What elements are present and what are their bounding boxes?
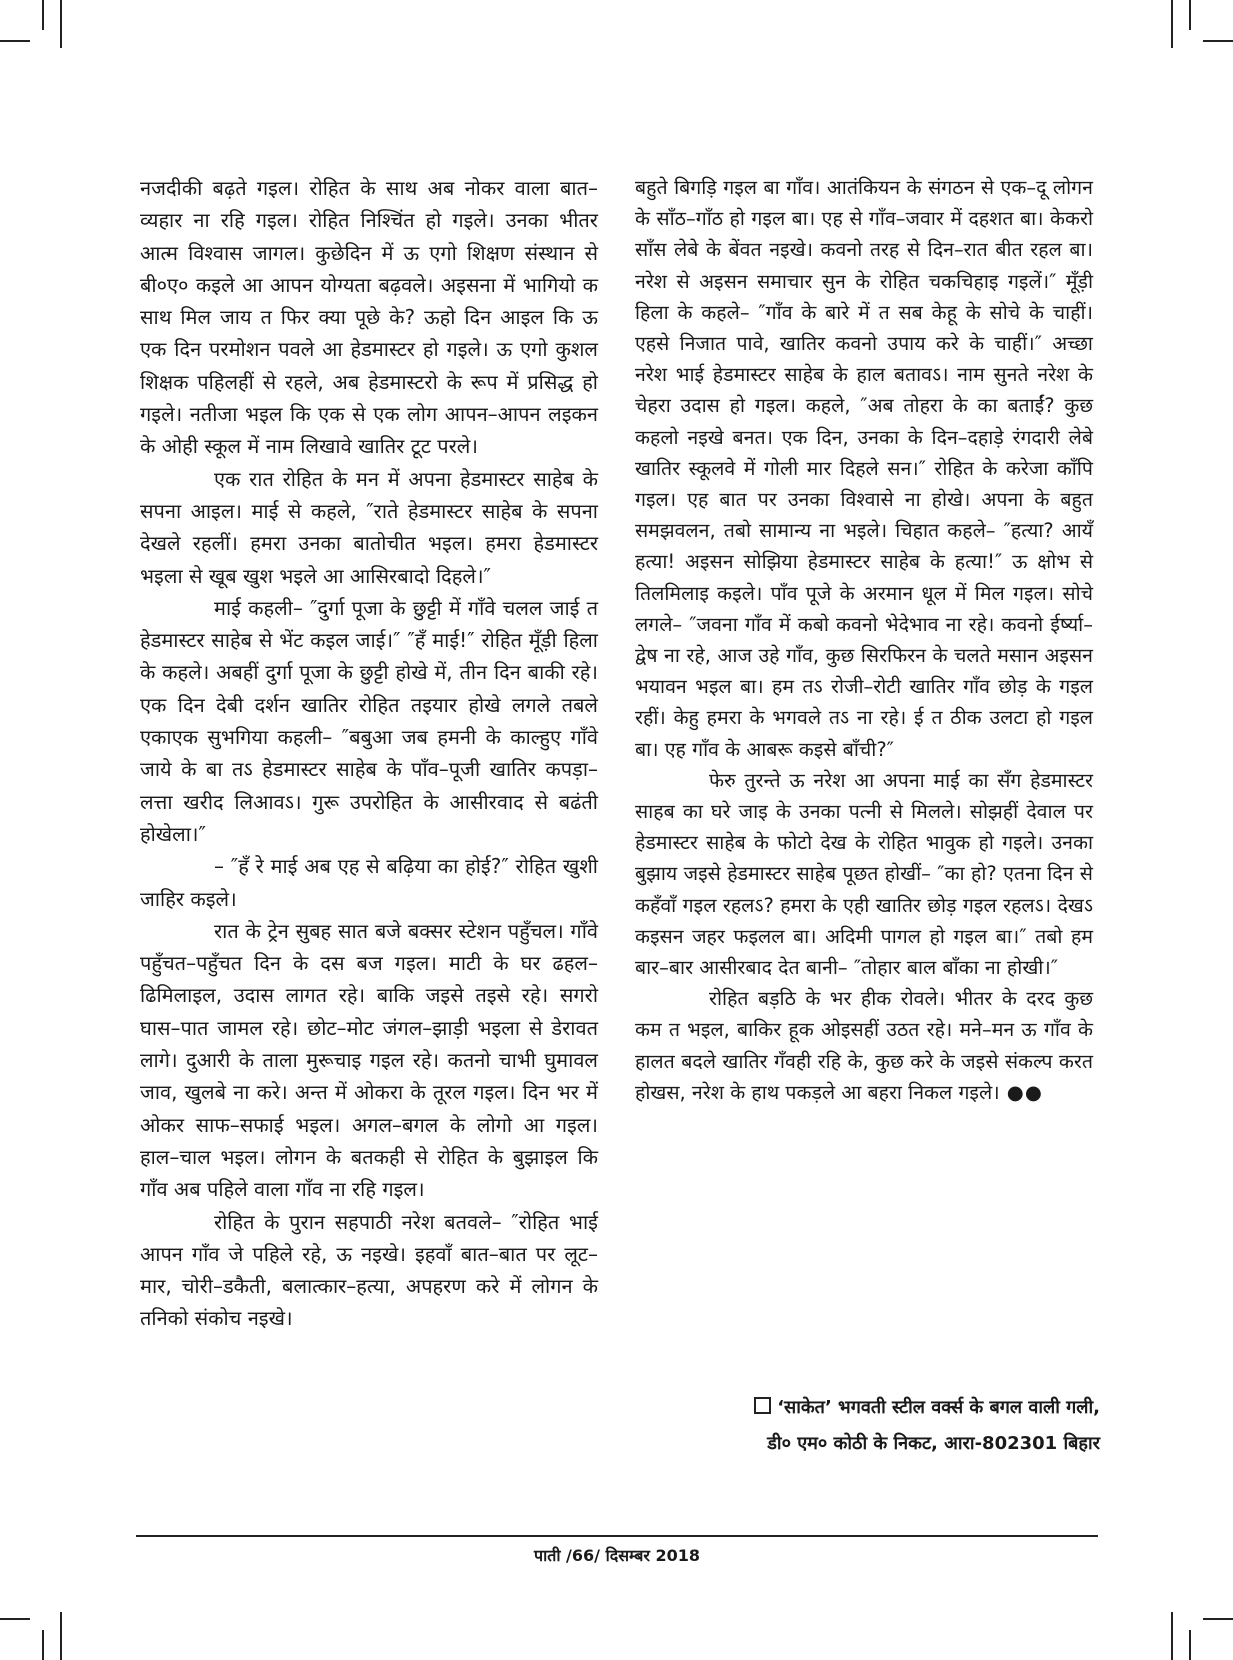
crop-mark (1203, 1618, 1233, 1620)
left-paragraph: नजदीकी बढ़ते गइल। रोहित के साथ अब नोकर वाला बात–व्यहार ना रहि गइल। रोहित निश्चिंत हो गइले। उनका भीतर आत्म विश्वास जागल। कुछेदिन में ऊ एगो शिक्षण संस्थान से बी०ए० कइले आ आपन योग्यता बढ़वले। अइसना में भागियो क साथ मिल जाय त फिर क्या पूछे के? ऊहो दिन आइल कि ऊ एक दिन परमोशन पवले आ हेडमास्टर हो गइले। ऊ एगो कुशल शिक्षक पहिलहीं से रहले, अब हेडमास्टरो के रूप में प्रसिद्ध हो गइले। नतीजा भइल कि एक से एक लोग आपन–आपन लइकन के ओही स्कूल में नाम लिखावे खातिर टूट परले। (140, 176, 598, 459)
left-paragraph: – ″हँ रे माई अब एह से बढ़िया का होई?″ रोहित खुशी जाहिर कइले। (140, 854, 598, 911)
right-paragraph: बहुते बिगड़ि गइल बा गाँव। आतंकियन के संगठन से एक–दू लोगन के साँठ–गाँठ हो गइल बा। एह से गाँव–जवार में दहशत बा। केकरो साँस लेबे के बेंवत नइखे। कवनो तरह से दिन–रात बीत रहल बा। नरेश से अइसन समाचार सुन के रोहित चकचिहाइ गइलें।″ मूँड़ी हिला के कहले– ″गाँव के बारे में त सब केहू के सोचे के चाहीं। एहसे निजात पावे, खातिर कवनो उपाय करे के चाहीं।″ अच्छा नरेश भाई हेडमास्टर साहेब के हाल बतावऽ। नाम सुनते नरेश के चेहरा उदास हो गइल। कहले, ″अब तोहरा के का बताईं? कुछ कहलो नइखे बनत। एक दिन, उनका के दिन–दहाड़े रंगदारी लेबे खातिर स्कूलवे में गोली मार दिहले सन।″ रोहित के करेजा काँपि गइल। एह बात पर उनका विश्वासे ना होखे। अपना के बहुत समझवलन, तबो सामान्य ना भइले। चिहात कहले– ″हत्या? आयँ हत्या! अइसन सोझिया हेडमास्टर साहेब के हत्या!″ ऊ क्षोभ से तिलमिलाइ कइले। पाँव पूजे के अरमान धूल में मिल गइल। सोचे लगले– ″जवना गाँव में कबो कवनो भेदेभाव ना रहे। कवनो ईर्ष्या–द्वेष ना रहे, आज उहे गाँव, कुछ सिरफिरन के चलते मसान अइसन भयावन भइल बा। हम तऽ रोजी–रोटी खातिर गाँव छोड़ के गइल रहीं। केहु हमरा के भगवले तऽ ना रहे। ई त ठीक उलटा हो गइल बा। एह गाँव के आबरू कइसे बाँची?″ (635, 176, 1093, 761)
end-mark-icon: ●● (999, 1080, 1043, 1104)
crop-mark (1203, 40, 1233, 42)
crop-mark (0, 40, 30, 42)
left-paragraph: माई कहली– ″दुर्गा पूजा के छुट्टी में गाँवे चलल जाई त हेडमास्टर साहेब से भेंट कइल जाई।″ ″हँ माई!″ रोहित मूँड़ी हिला के कहले। अबहीं दुर्गा पूजा के छुट्टी होखे में, तीन दिन बाकी रहे। एक दिन देबी दर्शन खातिर रोहित तइयार होखे लगले तबले एकाएक सुभगिया कहली– ″बबुआ जब हमनी के काल्हुए गाँवे जाये के बा तऽ हेडमास्टर साहेब के पाँव–पूजी खातिर कपड़ा–लत्ता खरीद लिआवऽ। गुरू उपरोहित के आसीरवाद से बढंती होखेला।″ (140, 595, 598, 846)
crop-mark (1189, 0, 1191, 30)
address-line-2: डी० एम० कोठी के निकट, आरा-802301 बिहार (767, 1433, 1100, 1454)
checkbox-square-icon (754, 1397, 771, 1414)
left-paragraph: रोहित के पुरान सहपाठी नरेश बतवले– ″रोहित भाई आपन गाँव जे पहिले रहे, ऊ नइखे। इहवाँ बात–बात पर लूट–मार, चोरी–डकैती, बलात्कार–हत्या, अपहरण करे में लोगन के तनिको संकोच नइखे। (140, 1209, 598, 1331)
crop-mark (0, 1618, 30, 1620)
page-footer: पाती /66/ दिसम्बर 2018 (533, 1546, 701, 1565)
left-paragraph: एक रात रोहित के मन में अपना हेडमास्टर साहेब के सपना आइल। माई से कहले, ″राते हेडमास्टर साहेब के सपना देखले रहलीं। हमरा उनका बातोचीत भइल। हमरा हेडमास्टर भइला से खूब खुश भइले आ आसिरबादो दिहले।″ (140, 466, 598, 588)
left-text-column (140, 172, 598, 1335)
right-paragraph: रोहित बड़ठि के भर हीक रोवले। भीतर के दरद कुछ कम त भइल, बाकिर हूक ओइसहीं उठत रहे। मने–मन ऊ गाँव के हालत बदले खातिर गँवही रहि के, कुछ करे के जइसे संकल्प करत होखस, नरेश के हाथ पकड़ले आ बहरा निकल गइले। ●● (635, 987, 1093, 1104)
crop-mark (1171, 1612, 1173, 1660)
footer-divider (136, 1535, 1098, 1537)
author-address (700, 1390, 1100, 1462)
left-paragraph: रात के ट्रेन सुबह सात बजे बक्सर स्टेशन पहुँचल। गाँवे पहुँचत–पहुँचत दिन के दस बज गइल। माटी के घर ढहल–ढिमिलाइल, उदास लागत रहे। बाकि जइसे तइसे रहे। सगरो घास–पात जामल रहे। छोट–मोट जंगल–झाड़ी भइला से डेरावत लागे। दुआरी के ताला मुरूचाइ गइल रहे। कतनो चाभी घुमावल जाव, खुलबे ना करे। अन्त में ओकरा के तूरल गइल। दिन भर में ओकर साफ–सफाई भइल। अगल–बगल के लोगो आ गइल। हाल–चाल भइल। लोगन के बतकही से रोहित के बुझाइल कि गाँव अब पहिले वाला गाँव ना रहि गइल। (140, 918, 598, 1202)
crop-mark (1171, 0, 1173, 48)
crop-mark (42, 1630, 44, 1660)
crop-mark (60, 1612, 62, 1660)
right-paragraph: फेरु तुरन्ते ऊ नरेश आ अपना माई का सँग हेडमास्टर साहब का घरे जाइ के उनका पत्नी से मिलले। सोझहीं देवाल पर हेडमास्टर साहेब के फोटो देख के रोहित भावुक हो गइले। उनका बुझाय जइसे हेडमास्टर साहेब पूछत होखीं– ″का हो? एतना दिन से कहँवाँ गइल रहलऽ? हमरा के एही खातिर छोड़ गइल रहलऽ। देखऽ कइसन जहर फइलल बा। अदिमी पागल हो गइल बा।″ तबो हम बार–बार आसीरबाद देत बानी– ″तोहार बाल बाँका ना होखी।″ (635, 768, 1093, 980)
crop-mark (1189, 1630, 1191, 1660)
crop-mark (60, 0, 62, 48)
crop-mark (42, 0, 44, 30)
right-text-column (635, 172, 1093, 1108)
address-line-1: ‘साकेत’ भगवती स्टील वर्क्स के बगल वाली गली, (700, 1390, 1100, 1426)
